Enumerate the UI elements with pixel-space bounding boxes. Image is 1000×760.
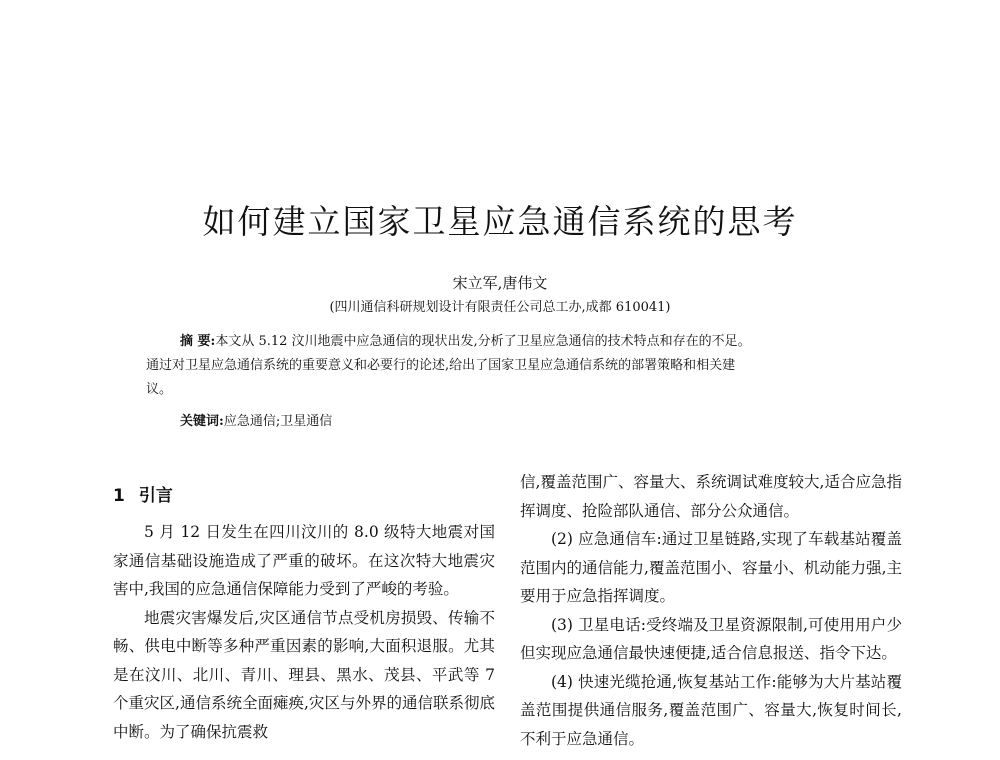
section-heading [113, 482, 495, 510]
right-column [520, 468, 902, 753]
paper-title: 如何建立国家卫星应急通信系统的思考 [202, 202, 798, 241]
paragraph: (4) 快速光缆抢通,恢复基站工作:能够为大片基站覆盖范围提供通信服务,覆盖范围广、容量大,恢复时间长,不利于应急通信。 [520, 672, 902, 748]
section-number: 1 [113, 486, 125, 506]
keywords-label: 关键词: [180, 414, 224, 429]
abstract-text-1: 本文从 5.12 汶川地震中应急通信的现状出发,分析了卫星应急通信的技术特点和存在的不足。 [215, 334, 751, 349]
paragraph: (2) 应急通信车:通过卫星链路,实现了车载基站覆盖范围内的通信能力,覆盖范围小、容量小、机动能力强,主要用于应急指挥调度。 [520, 530, 902, 605]
abstract-text-2: 通过对卫星应急通信系统的重要意义和必要行的论述,给出了国家卫星应急通信系统的部署策略和相关建 [146, 358, 736, 373]
paragraph: 5 月 12 日发生在四川汶川的 8.0 级特大地震对国家通信基础设施造成了严重的破坏。在这次特大地震灾害中,我国的应急通信保障能力受到了严峻的考验。 [113, 523, 495, 598]
abstract-label: 摘 要: [180, 334, 216, 349]
paragraph: (3) 卫星电话:受终端及卫星资源限制,可使用用户少但实现应急通信最快速便捷,适合信息报送、指令下达。 [520, 615, 902, 662]
left-column [113, 468, 495, 746]
affiliation: (四川通信科研规划设计有限责任公司总工办,成都 610041) [329, 300, 671, 315]
keywords [180, 410, 332, 434]
keywords-value: 应急通信;卫星通信 [223, 414, 333, 429]
authors: 宋立军,唐伟文 [452, 274, 548, 292]
abstract-text-3: 议。 [146, 382, 173, 397]
paragraph: 地震灾害爆发后,灾区通信节点受机房损毁、传输不畅、供电中断等多种严重因素的影响,大面积退服。尤其是在汶川、北川、青川、理县、黑水、茂县、平武等 7 个重灾区,通信系统全面瘫痪,灾区与外界的通信联系彻底中断。为了确保抗震救 [113, 608, 495, 741]
paragraph: 信,覆盖范围广、容量大、系统调试难度较大,适合应急指挥调度、抢险部队通信、部分公众通信。 [520, 473, 902, 520]
abstract [146, 330, 866, 402]
section-title: 引言 [138, 486, 173, 506]
